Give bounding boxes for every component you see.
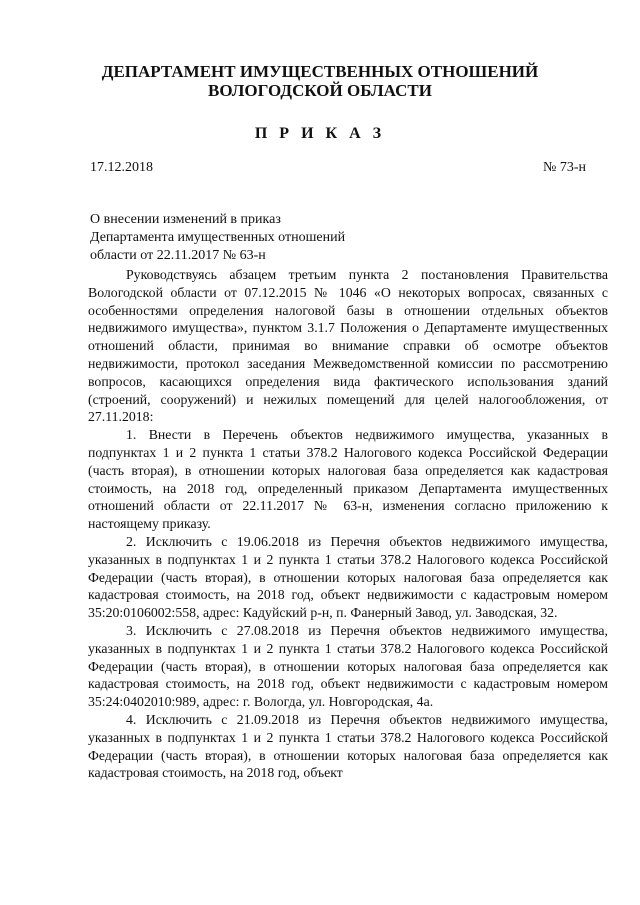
preamble-paragraph: Руководствуясь абзацем третьим пункта 2 постановления Правительства Вологодской области от 07.12.2015 № 1046 «О некоторых вопросах, связанных с особенностями определения налоговой базы в отношении отдельных объектов недвижимого имущества», пунктом 3.1.7 Положения о Департаменте имущественных отношений области, принимая во внимание справки об осмотре объектов недвижимости, протокол заседания Межведомственной комиссии по рассмотрению вопросов, касающихся определения вида фактического использования зданий (строений, сооружений) и нежилых помещений для целей налогообложения, от 27.11.2018: — [88, 267, 608, 425]
order-meta — [90, 160, 586, 176]
subject-line3: области от 22.11.2017 № 63-н — [90, 248, 266, 263]
order-subject — [90, 211, 420, 265]
clause-3-paragraph: 3. Исключить с 27.08.2018 из Перечня объектов недвижимого имущества, указанных в подпунктах 1 и 2 пункта 1 статьи 378.2 Налогового кодекса Российской Федерации (часть вторая), в отношении которых налоговая база определяется как кадастровая стоимость, на 2018 год, объект недвижимости с кадастровым номером 35:24:0402010:989, адрес: г. Вологда, ул. Новгородская, 4а. — [88, 622, 608, 710]
department-header — [0, 62, 640, 100]
clause-1-paragraph: 1. Внести в Перечень объектов недвижимого имущества, указанных в подпунктах 1 и 2 пункта 1 статьи 378.2 Налогового кодекса Российской Федерации (часть вторая), в отношении которых налоговая база определяется как кадастровая стоимость, на 2018 год, определенный приказом Департамента имущественных отношений области от 22.11.2017 № 63-н, изменения согласно приложению к настоящему приказу. — [88, 427, 608, 532]
order-title: П Р И К А З — [254, 125, 386, 142]
clause-4-paragraph: 4. Исключить с 21.09.2018 из Перечня объектов недвижимого имущества, указанных в подпунктах 1 и 2 пункта 1 статьи 378.2 Налогового кодекса Российской Федерации (часть вторая), в отношении которых налоговая база определяется как кадастровая стоимость, на 2018 год, объект — [88, 711, 608, 781]
clause-2-paragraph: 2. Исключить с 19.06.2018 из Перечня объектов недвижимого имущества, указанных в подпунктах 1 и 2 пункта 1 статьи 378.2 Налогового кодекса Российской Федерации (часть вторая), в отношении которых налоговая база определяется как кадастровая стоимость, на 2018 год, объект недвижимости с кадастровым номером 35:20:0106002:558, адрес: Кадуйский р-н, п. Фанерный Завод, ул. Заводская, 32. — [88, 533, 608, 621]
order-date: 17.12.2018 — [90, 160, 153, 175]
order-body — [88, 266, 608, 781]
subject-line2: Департамента имущественных отношений — [90, 230, 346, 245]
subject-line1: О внесении изменений в приказ — [90, 212, 281, 227]
order-number: № 73-н — [542, 160, 586, 175]
department-name-line2: ВОЛОГОДСКОЙ ОБЛАСТИ — [208, 81, 432, 100]
department-name-line1: ДЕПАРТАМЕНТ ИМУЩЕСТВЕННЫХ ОТНОШЕНИЙ — [101, 62, 539, 81]
